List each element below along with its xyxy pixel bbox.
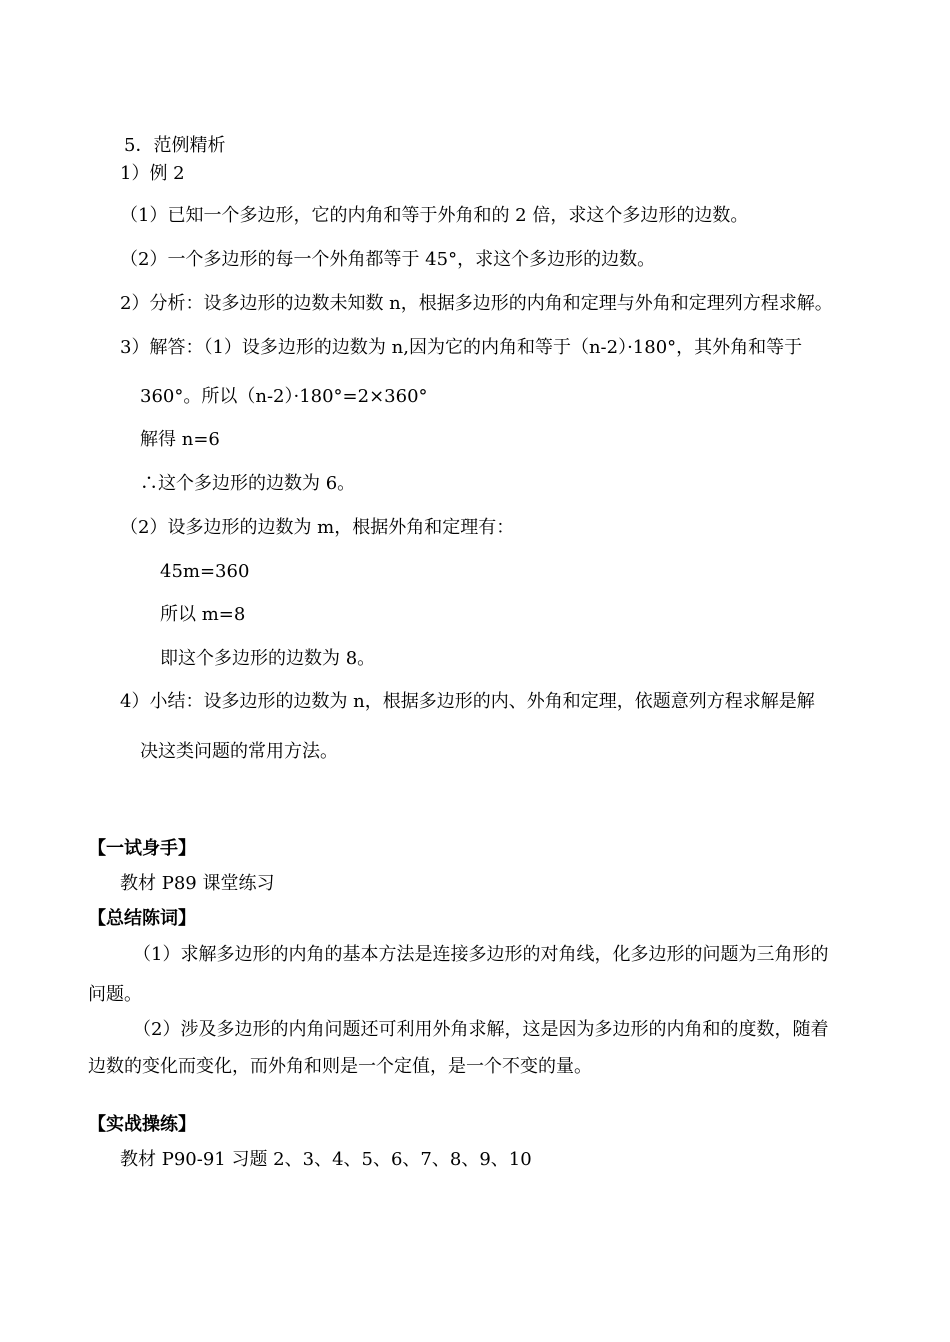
conclusion-p1-line-1: （1）求解多边形的内角的基本方法是连接多边形的对角线，化多边形的问题为三角形的 <box>133 944 829 965</box>
analysis-text: 2）分析：设多边形的边数未知数 n，根据多边形的内角和定理与外角和定理列方程求解。 <box>120 293 833 314</box>
conclusion-p2-line-1: （2）涉及多边形的内角问题还可利用外角求解，这是因为多边形的内角和的度数，随着 <box>133 1019 829 1040</box>
answer-line-4: ∴这个多边形的边数为 6。 <box>140 473 356 494</box>
practice-heading: 【实战操练】 <box>88 1114 196 1135</box>
try-text: 教材 P89 课堂练习 <box>120 873 275 894</box>
try-heading: 【一试身手】 <box>88 838 196 859</box>
conclusion-p2-line-2: 边数的变化而变化，而外角和则是一个定值，是一个不变的量。 <box>88 1056 592 1077</box>
answer2-line-4: 即这个多边形的边数为 8。 <box>160 648 376 669</box>
summary-line-1: 4）小结：设多边形的边数为 n，根据多边形的内、外角和定理，依题意列方程求解是解 <box>120 691 815 712</box>
answer2-line-1: （2）设多边形的边数为 m，根据外角和定理有： <box>120 517 515 538</box>
practice-text: 教材 P90-91 习题 2、3、4、5、6、7、8、9、10 <box>120 1149 532 1170</box>
answer-line-3: 解得 n=6 <box>140 429 220 450</box>
answer-line-1: 3）解答：（1）设多边形的边数为 n,因为它的内角和等于（n-2）·180°，其外角和等于 <box>120 337 803 358</box>
answer2-line-2: 45m=360 <box>160 561 250 582</box>
answer2-line-3: 所以 m=8 <box>160 604 246 625</box>
question-2: （2）一个多边形的每一个外角都等于 45°，求这个多边形的边数。 <box>120 249 656 270</box>
example-label: 1）例 2 <box>120 163 185 184</box>
answer-line-2: 360°。所以（n-2）·180°=2×360° <box>140 386 428 407</box>
conclusion-p1-line-2: 问题。 <box>88 984 142 1005</box>
conclusion-heading: 【总结陈词】 <box>88 908 196 929</box>
section-title: 5．范例精析 <box>124 135 226 156</box>
summary-line-2: 决这类问题的常用方法。 <box>140 741 338 762</box>
question-1: （1）已知一个多边形，它的内角和等于外角和的 2 倍，求这个多边形的边数。 <box>120 205 749 226</box>
